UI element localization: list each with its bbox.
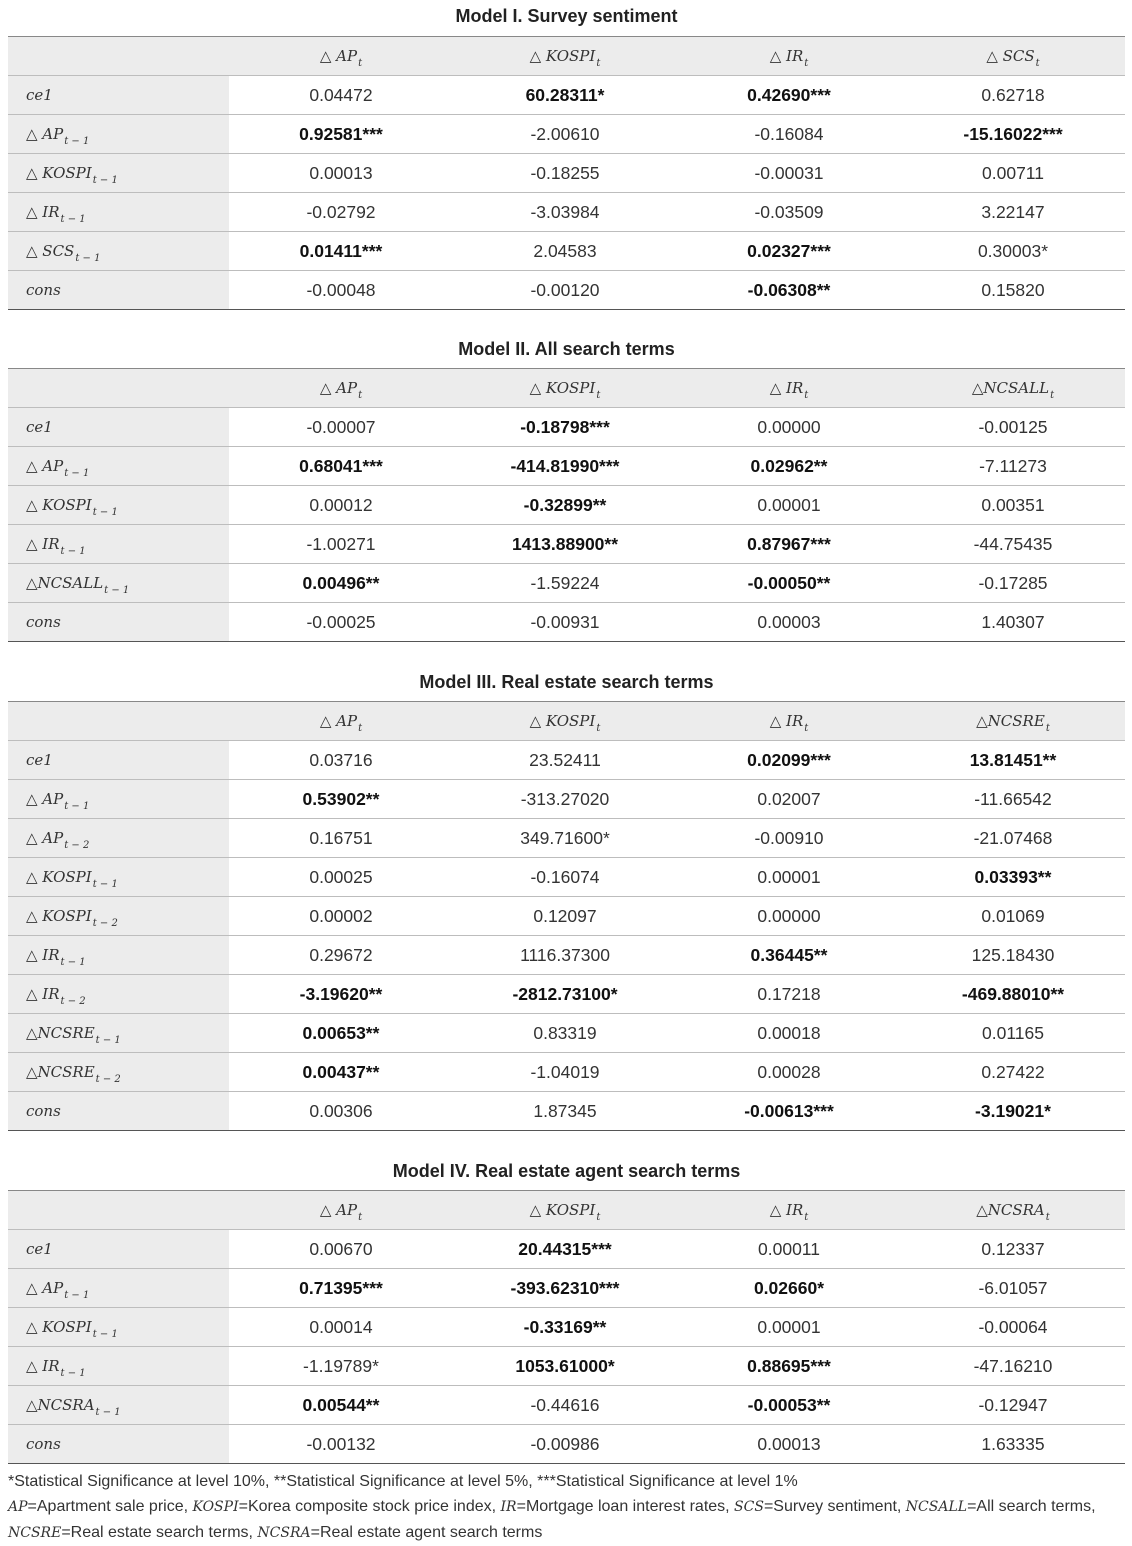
coefficient-cell: -0.00986 xyxy=(453,1425,677,1464)
coefficient-cell: -0.32899** xyxy=(453,486,677,525)
row-label xyxy=(8,1425,229,1464)
coefficient-cell: 3.22147 xyxy=(901,193,1125,232)
variable-name: △ AP xyxy=(319,1201,358,1219)
coefficient-cell: -313.27020 xyxy=(453,780,677,819)
variable-name: cons xyxy=(26,1102,61,1120)
coefficient-cell: -1.04019 xyxy=(453,1053,677,1092)
column-header xyxy=(229,702,453,741)
coefficient-cell: 0.00013 xyxy=(677,1425,901,1464)
header-corner xyxy=(8,369,229,408)
coefficient-cell: -2812.73100* xyxy=(453,975,677,1014)
variable-name: △ IR xyxy=(769,47,804,65)
coefficient-cell: -0.00048 xyxy=(229,271,453,310)
variable-subscript: t xyxy=(804,58,809,69)
abbreviation: NCSALL xyxy=(905,1499,968,1515)
table-row xyxy=(8,408,1125,447)
table-row xyxy=(8,1425,1125,1464)
variable-name: ce1 xyxy=(26,1240,53,1258)
variable-name: △NCSALL xyxy=(26,574,104,592)
coefficient-cell: -2.00610 xyxy=(453,115,677,154)
variable-subscript: t − 2 xyxy=(95,1074,121,1085)
coefficient-cell: 1.63335 xyxy=(901,1425,1125,1464)
coefficient-cell: 60.28311* xyxy=(453,76,677,115)
table-row xyxy=(8,447,1125,486)
row-label xyxy=(8,154,229,193)
variable-name: cons xyxy=(26,613,61,631)
abbreviation: NCSRE xyxy=(8,1525,62,1541)
abbreviation-definitions xyxy=(8,1494,1128,1546)
abbreviation-description: =Real estate agent search terms xyxy=(310,1524,543,1541)
abbreviation: AP xyxy=(8,1499,28,1515)
coefficient-cell: -0.33169** xyxy=(453,1308,677,1347)
coefficient-cell: 0.68041*** xyxy=(229,447,453,486)
coefficient-cell: -0.00007 xyxy=(229,408,453,447)
coefficient-cell: -0.18798*** xyxy=(453,408,677,447)
variable-name: △ IR xyxy=(26,535,60,553)
coefficient-cell: -0.00053** xyxy=(677,1386,901,1425)
column-header xyxy=(901,702,1125,741)
coefficient-cell: 1053.61000* xyxy=(453,1347,677,1386)
coefficient-cell: 0.02327*** xyxy=(677,232,901,271)
row-label xyxy=(8,819,229,858)
coefficient-cell: -0.00031 xyxy=(677,154,901,193)
variable-subscript: t − 2 xyxy=(64,840,90,851)
variable-subscript: t − 2 xyxy=(92,918,118,929)
coefficient-cell: 0.00496** xyxy=(229,564,453,603)
variable-subscript: t xyxy=(358,723,363,734)
table-row xyxy=(8,76,1125,115)
table-row xyxy=(8,897,1125,936)
coefficient-cell: 0.00013 xyxy=(229,154,453,193)
model-4-table xyxy=(8,1190,1125,1464)
row-label xyxy=(8,564,229,603)
column-header xyxy=(677,37,901,76)
coefficient-cell: -414.81990*** xyxy=(453,447,677,486)
variable-name: △ IR xyxy=(769,712,804,730)
row-label xyxy=(8,741,229,780)
header-row xyxy=(8,37,1125,76)
coefficient-cell: -0.00064 xyxy=(901,1308,1125,1347)
row-label xyxy=(8,603,229,642)
coefficient-cell: -0.00931 xyxy=(453,603,677,642)
coefficient-cell: -21.07468 xyxy=(901,819,1125,858)
table-row xyxy=(8,1308,1125,1347)
coefficient-cell: 0.36445** xyxy=(677,936,901,975)
abbreviation: IR xyxy=(500,1499,517,1515)
coefficient-cell: 0.02099*** xyxy=(677,741,901,780)
variable-name: △ IR xyxy=(769,1201,804,1219)
model-3-table xyxy=(8,701,1125,1131)
row-label xyxy=(8,1386,229,1425)
variable-subscript: t − 1 xyxy=(75,253,101,264)
coefficient-cell: -0.17285 xyxy=(901,564,1125,603)
row-label xyxy=(8,408,229,447)
table-notes xyxy=(8,1469,1128,1546)
column-header xyxy=(453,37,677,76)
coefficient-cell: 0.00001 xyxy=(677,858,901,897)
coefficient-cell: 0.00011 xyxy=(677,1230,901,1269)
variable-name: △ KOSPI xyxy=(26,1318,92,1336)
row-label xyxy=(8,232,229,271)
variable-name: cons xyxy=(26,1435,61,1453)
column-header xyxy=(677,369,901,408)
variable-subscript: t xyxy=(596,58,601,69)
variable-subscript: t − 1 xyxy=(64,468,90,479)
coefficient-cell: -1.19789* xyxy=(229,1347,453,1386)
coefficient-cell: 0.00437** xyxy=(229,1053,453,1092)
variable-name: △ AP xyxy=(26,457,64,475)
variable-name: △ KOSPI xyxy=(529,712,596,730)
coefficient-cell: 125.18430 xyxy=(901,936,1125,975)
variable-name: △ SCS xyxy=(26,242,75,260)
variable-subscript: t − 1 xyxy=(64,801,90,812)
coefficient-cell: 0.02962** xyxy=(677,447,901,486)
coefficient-cell: 0.00001 xyxy=(677,1308,901,1347)
coefficient-cell: -3.03984 xyxy=(453,193,677,232)
table-row xyxy=(8,525,1125,564)
coefficient-cell: -15.16022*** xyxy=(901,115,1125,154)
coefficient-cell: -0.18255 xyxy=(453,154,677,193)
variable-name: △ KOSPI xyxy=(529,47,596,65)
coefficient-cell: 0.00653** xyxy=(229,1014,453,1053)
coefficient-cell: 0.92581*** xyxy=(229,115,453,154)
coefficient-cell: 0.53902** xyxy=(229,780,453,819)
variable-name: ce1 xyxy=(26,418,53,436)
variable-subscript: t xyxy=(1045,723,1050,734)
coefficient-cell: 13.81451** xyxy=(901,741,1125,780)
variable-subscript: t − 1 xyxy=(64,1290,90,1301)
variable-subscript: t − 2 xyxy=(60,996,86,1007)
column-header xyxy=(453,369,677,408)
coefficient-cell: -0.00125 xyxy=(901,408,1125,447)
table-row xyxy=(8,1230,1125,1269)
coefficient-cell: 0.12337 xyxy=(901,1230,1125,1269)
abbreviation: NCSRA xyxy=(257,1525,311,1541)
abbreviation: KOSPI xyxy=(192,1499,239,1515)
column-header xyxy=(453,702,677,741)
variable-subscript: t − 1 xyxy=(95,1407,121,1418)
variable-name: △ AP xyxy=(26,1279,64,1297)
variable-name: △ IR xyxy=(769,379,804,397)
variable-subscript: t xyxy=(1045,1212,1050,1223)
coefficient-cell: 0.00000 xyxy=(677,897,901,936)
coefficient-cell: -47.16210 xyxy=(901,1347,1125,1386)
coefficient-cell: 0.62718 xyxy=(901,76,1125,115)
coefficient-cell: 0.01411*** xyxy=(229,232,453,271)
variable-name: △ AP xyxy=(319,379,358,397)
coefficient-cell: 0.30003* xyxy=(901,232,1125,271)
coefficient-cell: 0.00003 xyxy=(677,603,901,642)
abbreviation-description: =Korea composite stock price index, xyxy=(238,1498,501,1515)
variable-subscript: t xyxy=(596,723,601,734)
coefficient-cell: 0.02007 xyxy=(677,780,901,819)
row-label xyxy=(8,193,229,232)
variable-name: △ AP xyxy=(319,712,358,730)
coefficient-cell: 0.00014 xyxy=(229,1308,453,1347)
variable-name: △ SCS xyxy=(986,47,1035,65)
column-header xyxy=(229,369,453,408)
coefficient-cell: 23.52411 xyxy=(453,741,677,780)
coefficient-cell: -0.16074 xyxy=(453,858,677,897)
coefficient-cell: 0.88695*** xyxy=(677,1347,901,1386)
row-label xyxy=(8,897,229,936)
variable-name: △ IR xyxy=(26,985,60,1003)
row-label xyxy=(8,1230,229,1269)
model-1-title: Model I. Survey sentiment xyxy=(455,6,678,26)
header-corner xyxy=(8,702,229,741)
table-row xyxy=(8,1269,1125,1308)
coefficient-cell: -0.00910 xyxy=(677,819,901,858)
variable-name: △NCSRA xyxy=(26,1396,95,1414)
column-header xyxy=(677,1191,901,1230)
variable-name: △ AP xyxy=(26,829,64,847)
coefficient-cell: -0.02792 xyxy=(229,193,453,232)
header-corner xyxy=(8,37,229,76)
column-header xyxy=(901,369,1125,408)
variable-name: △ KOSPI xyxy=(26,164,92,182)
coefficient-cell: -6.01057 xyxy=(901,1269,1125,1308)
coefficient-cell: 0.16751 xyxy=(229,819,453,858)
variable-name: ce1 xyxy=(26,86,53,104)
coefficient-cell: 0.00351 xyxy=(901,486,1125,525)
coefficient-cell: 0.03393** xyxy=(901,858,1125,897)
model-2-title: Model II. All search terms xyxy=(458,339,675,359)
variable-subscript: t − 1 xyxy=(64,136,90,147)
table-row xyxy=(8,603,1125,642)
variable-name: △NCSRA xyxy=(976,1201,1045,1219)
variable-name: △NCSALL xyxy=(971,379,1050,397)
table-row xyxy=(8,936,1125,975)
table-row xyxy=(8,1386,1125,1425)
coefficient-cell: 0.00306 xyxy=(229,1092,453,1131)
coefficient-cell: -11.66542 xyxy=(901,780,1125,819)
coefficient-cell: -0.00613*** xyxy=(677,1092,901,1131)
coefficient-cell: 1.87345 xyxy=(453,1092,677,1131)
table-row xyxy=(8,193,1125,232)
header-row xyxy=(8,369,1125,408)
row-label xyxy=(8,1269,229,1308)
table-row xyxy=(8,858,1125,897)
coefficient-cell: -7.11273 xyxy=(901,447,1125,486)
variable-subscript: t − 1 xyxy=(60,214,86,225)
table-row xyxy=(8,1347,1125,1386)
variable-subscript: t − 1 xyxy=(104,585,130,596)
row-label xyxy=(8,1053,229,1092)
coefficient-cell: 349.71600* xyxy=(453,819,677,858)
variable-subscript: t xyxy=(358,390,363,401)
coefficient-cell: -469.88010** xyxy=(901,975,1125,1014)
column-header xyxy=(453,1191,677,1230)
coefficient-cell: 0.29672 xyxy=(229,936,453,975)
significance-note: *Statistical Significance at level 10%, **Statistical Significance at level 5%, ***Statistical Significance at level 1% xyxy=(8,1473,798,1490)
coefficient-cell: 0.01165 xyxy=(901,1014,1125,1053)
variable-subscript: t − 1 xyxy=(60,546,86,557)
coefficient-cell: 0.04472 xyxy=(229,76,453,115)
table-row xyxy=(8,154,1125,193)
coefficient-cell: 0.00000 xyxy=(677,408,901,447)
variable-subscript: t − 1 xyxy=(92,507,118,518)
variable-subscript: t xyxy=(358,58,363,69)
variable-name: △ IR xyxy=(26,1357,60,1375)
coefficient-cell: 0.12097 xyxy=(453,897,677,936)
table-row xyxy=(8,975,1125,1014)
abbreviation: SCS xyxy=(734,1499,764,1515)
row-label xyxy=(8,936,229,975)
coefficient-cell: -0.00132 xyxy=(229,1425,453,1464)
variable-subscript: t − 1 xyxy=(92,879,118,890)
variable-name: △ AP xyxy=(26,790,64,808)
variable-name: △ IR xyxy=(26,946,60,964)
abbreviation-description: =Real estate search terms, xyxy=(61,1524,258,1541)
variable-subscript: t xyxy=(1035,58,1040,69)
variable-name: △NCSRE xyxy=(976,712,1045,730)
table-row xyxy=(8,564,1125,603)
variable-subscript: t xyxy=(804,1212,809,1223)
table-row xyxy=(8,232,1125,271)
model-4-title: Model IV. Real estate agent search terms xyxy=(392,1161,741,1181)
row-label xyxy=(8,858,229,897)
coefficient-cell: 0.15820 xyxy=(901,271,1125,310)
table-row xyxy=(8,115,1125,154)
variable-name: △ KOSPI xyxy=(529,1201,596,1219)
coefficient-cell: 1116.37300 xyxy=(453,936,677,975)
variable-name: △ AP xyxy=(26,125,64,143)
coefficient-cell: 0.00711 xyxy=(901,154,1125,193)
model-3-title: Model III. Real estate search terms xyxy=(419,672,714,692)
table-row xyxy=(8,1092,1125,1131)
variable-subscript: t xyxy=(804,390,809,401)
variable-name: △ KOSPI xyxy=(26,496,92,514)
variable-subscript: t xyxy=(1050,390,1055,401)
coefficient-cell: 0.01069 xyxy=(901,897,1125,936)
table-row xyxy=(8,741,1125,780)
variable-name: △ IR xyxy=(26,203,60,221)
variable-name: △ KOSPI xyxy=(26,868,92,886)
coefficient-cell: 0.03716 xyxy=(229,741,453,780)
table-row xyxy=(8,271,1125,310)
variable-name: △NCSRE xyxy=(26,1063,95,1081)
variable-subscript: t xyxy=(358,1212,363,1223)
variable-subscript: t xyxy=(596,390,601,401)
variable-subscript: t xyxy=(804,723,809,734)
coefficient-cell: 0.00544** xyxy=(229,1386,453,1425)
variable-subscript: t − 1 xyxy=(60,1368,86,1379)
coefficient-cell: 20.44315*** xyxy=(453,1230,677,1269)
row-label xyxy=(8,975,229,1014)
coefficient-cell: -0.00025 xyxy=(229,603,453,642)
coefficient-cell: 0.00028 xyxy=(677,1053,901,1092)
coefficient-cell: 0.00670 xyxy=(229,1230,453,1269)
abbreviation-description: =All search terms, xyxy=(967,1498,1096,1515)
abbreviation-description: =Survey sentiment, xyxy=(763,1498,906,1515)
coefficient-cell: -0.16084 xyxy=(677,115,901,154)
variable-subscript: t − 1 xyxy=(92,1329,118,1340)
table-row xyxy=(8,819,1125,858)
coefficient-cell: -0.00120 xyxy=(453,271,677,310)
column-header xyxy=(229,1191,453,1230)
coefficient-cell: -3.19620** xyxy=(229,975,453,1014)
coefficient-cell: -1.00271 xyxy=(229,525,453,564)
row-label xyxy=(8,1308,229,1347)
header-corner xyxy=(8,1191,229,1230)
table-row xyxy=(8,1053,1125,1092)
coefficient-cell: 1.40307 xyxy=(901,603,1125,642)
coefficient-cell: 0.71395*** xyxy=(229,1269,453,1308)
table-row xyxy=(8,780,1125,819)
row-label xyxy=(8,780,229,819)
row-label xyxy=(8,1092,229,1131)
model-1-table xyxy=(8,36,1125,310)
coefficient-cell: 1413.88900** xyxy=(453,525,677,564)
coefficient-cell: 2.04583 xyxy=(453,232,677,271)
coefficient-cell: -393.62310*** xyxy=(453,1269,677,1308)
coefficient-cell: 0.42690*** xyxy=(677,76,901,115)
header-row xyxy=(8,1191,1125,1230)
coefficient-cell: 0.02660* xyxy=(677,1269,901,1308)
variable-name: cons xyxy=(26,281,61,299)
variable-name: △ KOSPI xyxy=(529,379,596,397)
row-label xyxy=(8,1347,229,1386)
row-label xyxy=(8,76,229,115)
table-row xyxy=(8,486,1125,525)
variable-name: ce1 xyxy=(26,751,53,769)
coefficient-cell: -1.59224 xyxy=(453,564,677,603)
table-row xyxy=(8,1014,1125,1053)
coefficient-cell: -0.12947 xyxy=(901,1386,1125,1425)
header-row xyxy=(8,702,1125,741)
abbreviation-description: =Apartment sale price, xyxy=(27,1498,193,1515)
variable-subscript: t − 1 xyxy=(92,175,118,186)
row-label xyxy=(8,115,229,154)
column-header xyxy=(901,1191,1125,1230)
coefficient-cell: 0.00025 xyxy=(229,858,453,897)
coefficient-cell: -0.03509 xyxy=(677,193,901,232)
variable-subscript: t − 1 xyxy=(60,957,86,968)
coefficient-cell: -0.06308** xyxy=(677,271,901,310)
row-label xyxy=(8,1014,229,1053)
coefficient-cell: 0.00001 xyxy=(677,486,901,525)
coefficient-cell: 0.00002 xyxy=(229,897,453,936)
abbreviation-description: =Mortgage loan interest rates, xyxy=(516,1498,735,1515)
coefficient-cell: -3.19021* xyxy=(901,1092,1125,1131)
coefficient-cell: 0.00012 xyxy=(229,486,453,525)
model-2-table xyxy=(8,368,1125,642)
coefficient-cell: -44.75435 xyxy=(901,525,1125,564)
row-label xyxy=(8,525,229,564)
row-label xyxy=(8,486,229,525)
column-header xyxy=(901,37,1125,76)
coefficient-cell: 0.27422 xyxy=(901,1053,1125,1092)
column-header xyxy=(229,37,453,76)
coefficient-cell: 0.00018 xyxy=(677,1014,901,1053)
row-label xyxy=(8,271,229,310)
variable-subscript: t − 1 xyxy=(95,1035,121,1046)
variable-subscript: t xyxy=(596,1212,601,1223)
coefficient-cell: 0.83319 xyxy=(453,1014,677,1053)
coefficient-cell: 0.17218 xyxy=(677,975,901,1014)
coefficient-cell: -0.00050** xyxy=(677,564,901,603)
row-label xyxy=(8,447,229,486)
coefficient-cell: -0.44616 xyxy=(453,1386,677,1425)
variable-name: △NCSRE xyxy=(26,1024,95,1042)
column-header xyxy=(677,702,901,741)
coefficient-cell: 0.87967*** xyxy=(677,525,901,564)
variable-name: △ AP xyxy=(319,47,358,65)
variable-name: △ KOSPI xyxy=(26,907,92,925)
